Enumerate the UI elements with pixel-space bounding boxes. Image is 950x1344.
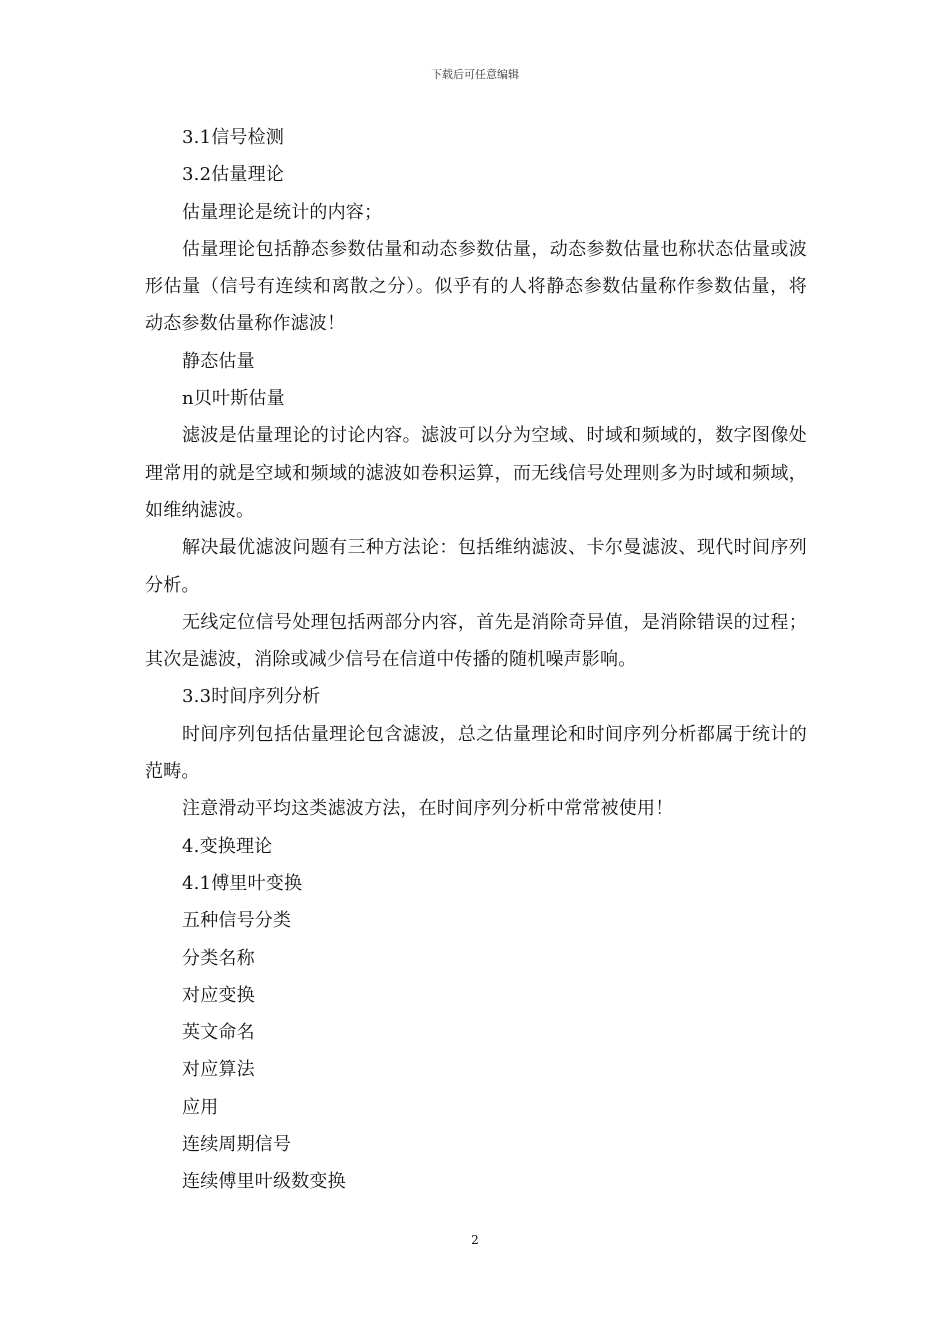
paragraph: 估量理论是统计的内容； xyxy=(182,201,383,223)
paragraph: 无线定位信号处理包括两部分内容，首先是消除奇异值，是消除错误的过程；其次是滤波，消除或减少信号在信道中传播的随机噪声影响。 xyxy=(145,611,807,671)
page-header: 下载后可任意编辑 xyxy=(431,68,519,81)
paragraph: 英文命名 xyxy=(182,1022,255,1044)
paragraph-section-3-1: 3.1信号检测 xyxy=(182,127,285,148)
paragraph: 对应算法 xyxy=(182,1059,255,1081)
document-body xyxy=(145,119,807,1201)
paragraph: 连续周期信号 xyxy=(182,1134,292,1156)
paragraph: n贝叶斯估量 xyxy=(182,388,285,410)
paragraph: 分类名称 xyxy=(182,947,255,969)
paragraph: 静态估量 xyxy=(182,350,255,372)
paragraph-section-4: 4.变换理论 xyxy=(182,835,273,857)
paragraph: 解决最优滤波问题有三种方法论：包括维纳滤波、卡尔曼滤波、现代时间序列分析。 xyxy=(145,537,807,596)
paragraph: 对应变换 xyxy=(182,984,255,1006)
paragraph: 连续傅里叶级数变换 xyxy=(182,1171,346,1193)
paragraph-section-4-1: 4.1傅里叶变换 xyxy=(182,872,303,894)
paragraph: 应用 xyxy=(182,1096,219,1118)
paragraph-section-3-3: 3.3时间序列分析 xyxy=(182,686,321,708)
paragraph-section-3-2: 3.2估量理论 xyxy=(182,164,285,186)
paragraph: 滤波是估量理论的讨论内容。滤波可以分为空域、时域和频域的，数字图像处理常用的就是空域和频域的滤波如卷积运算，而无线信号处理则多为时域和频域，如维纳滤波。 xyxy=(145,425,807,521)
paragraph: 时间序列包括估量理论包含滤波，总之估量理论和时间序列分析都属于统计的范畴。 xyxy=(145,723,807,783)
paragraph: 估量理论包括静态参数估量和动态参数估量，动态参数估量也称状态估量或波形估量（信号有连续和离散之分）。似乎有的人将静态参数估量称作参数估量，将动态参数估量称作滤波！ xyxy=(145,238,807,335)
page-number: 2 xyxy=(471,1233,479,1247)
paragraph: 注意滑动平均这类滤波方法，在时间序列分析中常常被使用！ xyxy=(182,798,674,820)
paragraph: 五种信号分类 xyxy=(182,910,292,932)
